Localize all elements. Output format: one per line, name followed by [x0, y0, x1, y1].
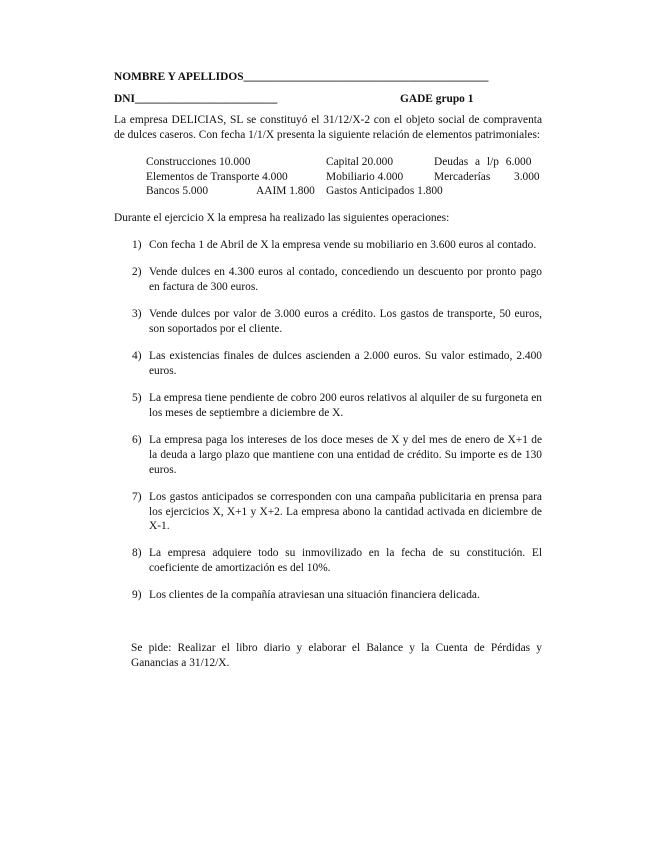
group-label: GADE grupo 1	[400, 93, 474, 105]
operation-item	[114, 546, 542, 575]
dni-field-line: DNI_________________________	[114, 93, 278, 105]
operation-item	[114, 265, 542, 294]
asset-item: Gastos Anticipados 1.800	[326, 185, 443, 198]
operation-item	[114, 307, 542, 336]
asset-row	[146, 170, 546, 185]
name-field-line: NOMBRE Y APELLIDOS___________________________________________	[114, 71, 489, 83]
operation-item	[114, 588, 542, 603]
asset-item: Elementos de Transporte 4.000	[146, 170, 288, 183]
operation-number: 2)	[132, 266, 142, 279]
asset-item: Mercaderías	[434, 170, 491, 183]
intro-paragraph: La empresa DELICIAS, SL se constituyó el 31/12/X-2 con el objeto social de compraventa de dulces caseros. Con fecha 1/1/X presenta la siguiente relación de elementos patrimoniales:	[114, 114, 542, 141]
asset-item: Mobiliario 4.000	[326, 170, 404, 183]
operation-number: 3)	[132, 308, 142, 321]
operations-list	[114, 238, 542, 616]
operation-text: Los gastos anticipados se corresponden con una campaña publicitaria en prensa para los ejercicios X, X+1 y X+2. La empresa abono la cantidad activada en diciembre de X-1.	[149, 490, 542, 533]
requirement-paragraph: Se pide: Realizar el libro diario y elaborar el Balance y la Cuenta de Pérdidas y Ganancias a 31/12/X.	[131, 642, 542, 669]
operation-number: 7)	[132, 490, 142, 503]
operation-number: 6)	[132, 434, 142, 447]
operation-item	[114, 391, 542, 420]
operation-number: 4)	[132, 350, 142, 363]
asset-item: AAIM 1.800	[256, 185, 315, 198]
operation-text: Las existencias finales de dulces ascienden a 2.000 euros. Su valor estimado, 2.400 euros.	[149, 350, 542, 377]
operation-number: 9)	[132, 589, 142, 602]
operation-item	[114, 490, 542, 534]
operation-text: Vende dulces por valor de 3.000 euros a crédito. Los gastos de transporte, 50 euros, son soportados por el cliente.	[149, 308, 542, 335]
operation-item	[114, 238, 542, 253]
operation-item	[114, 349, 542, 378]
operation-number: 8)	[132, 547, 142, 560]
operation-text: Con fecha 1 de Abril de X la empresa vende su mobiliario en 3.600 euros al contado.	[149, 239, 537, 251]
asset-item: Bancos 5.000	[146, 185, 209, 198]
operation-number: 5)	[132, 392, 142, 405]
operation-text: La empresa tiene pendiente de cobro 200 euros relativos al alquiler de su furgoneta en los meses de septiembre a diciembre de X.	[149, 392, 542, 419]
asset-item: Construcciones 10.000	[146, 156, 251, 168]
operation-number: 1)	[132, 239, 142, 251]
asset-list	[146, 155, 546, 199]
operation-text: Los clientes de la compañía atraviesan una situación financiera delicada.	[149, 589, 480, 602]
operation-item	[114, 433, 542, 477]
operations-intro: Durante el ejercicio X la empresa ha realizado las siguientes operaciones:	[114, 212, 450, 224]
asset-item: Capital 20.000	[326, 156, 394, 168]
operation-text: La empresa adquiere todo su inmovilizado en la fecha de su constitución. El coeficiente de amortización es del 10%.	[149, 547, 542, 575]
operation-text: Vende dulces en 4.300 euros al contado, concediendo un descuento por pronto pago en factura de 300 euros.	[149, 266, 542, 293]
asset-item: 3.000	[514, 170, 540, 183]
asset-row	[146, 155, 546, 170]
asset-item: Deudas a l/p 6.000	[434, 156, 532, 168]
asset-row	[146, 184, 546, 199]
operation-text: La empresa paga los intereses de los doce meses de X y del mes de enero de X+1 de la deuda a largo plazo que mantiene con una entidad de crédito. Su importe es de 130 euros.	[149, 434, 542, 476]
